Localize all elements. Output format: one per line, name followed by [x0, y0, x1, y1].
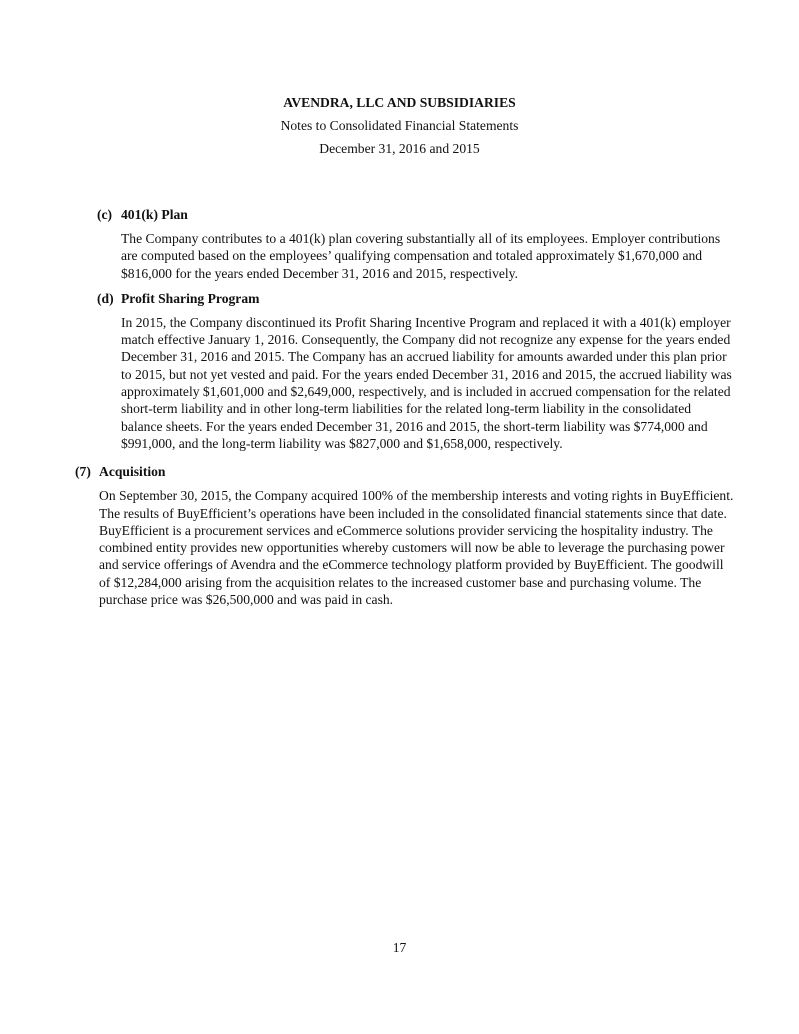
- notes-content: [75, 206, 735, 616]
- section-heading-401k: [97, 206, 735, 224]
- page-header: [0, 95, 799, 164]
- section-heading-profit-sharing: [97, 290, 735, 308]
- page-number: 17: [392, 940, 407, 955]
- section-label: (c): [97, 207, 113, 222]
- document-period: December 31, 2016 and 2015: [319, 141, 480, 156]
- section-title: Profit Sharing Program: [121, 290, 260, 306]
- section-label: (d): [97, 290, 114, 306]
- company-name: AVENDRA, LLC AND SUBSIDIARIES: [283, 95, 516, 110]
- document-subtitle: Notes to Consolidated Financial Statements: [280, 118, 519, 133]
- section-title: 401(k) Plan: [121, 207, 188, 222]
- section-title: Acquisition: [99, 464, 166, 480]
- section-label: (7): [75, 464, 91, 480]
- section-heading-acquisition: [75, 463, 735, 481]
- section-body-401k: The Company contributes to a 401(k) plan covering substantially all of its employees. Employer contributions are computed based on the employees’ qualifying compensation and totaled approximately $1,670,000 and $816,000 for the years ended December 31, 2016 and 2015, respectively.: [121, 231, 721, 281]
- section-body-acquisition: On September 30, 2015, the Company acquired 100% of the membership interests and voting rights in BuyEfficient. The results of BuyEfficient’s operations have been included in the consolidated financial statements since that date. BuyEfficient is a procurement services and eCommerce solutions provider servicing the hospitality industry. The combined entity provides new opportunities whereby customers will now be able to leverage the purchasing power and service offerings of Avendra and the eCommerce technology platform provided by BuyEfficient. The goodwill of $12,284,000 arising from the acquisition relates to the increased customer base and purchasing volume. The purchase price was $26,500,000 and was paid in cash.: [99, 488, 734, 608]
- section-body-profit-sharing: In 2015, the Company discontinued its Profit Sharing Incentive Program and replaced it with a 401(k) employer match effective January 1, 2016. Consequently, the Company did not recognize any expense for the years ended December 31, 2016 and 2015. The Company has an accrued liability for amounts awarded under this plan prior to 2015, but not yet vested and paid. For the years ended December 31, 2016 and 2015, the accrued liability was approximately $1,601,000 and $2,649,000, respectively, and is included in accrued compensation for the related short-term liability and in other long-term liabilities for the related long-term liability in the consolidated balance sheets. For the years ended December 31, 2016 and 2015, the short-term liability was $774,000 and $991,000, and the long-term liability was $827,000 and $1,658,000, respectively.: [121, 314, 732, 451]
